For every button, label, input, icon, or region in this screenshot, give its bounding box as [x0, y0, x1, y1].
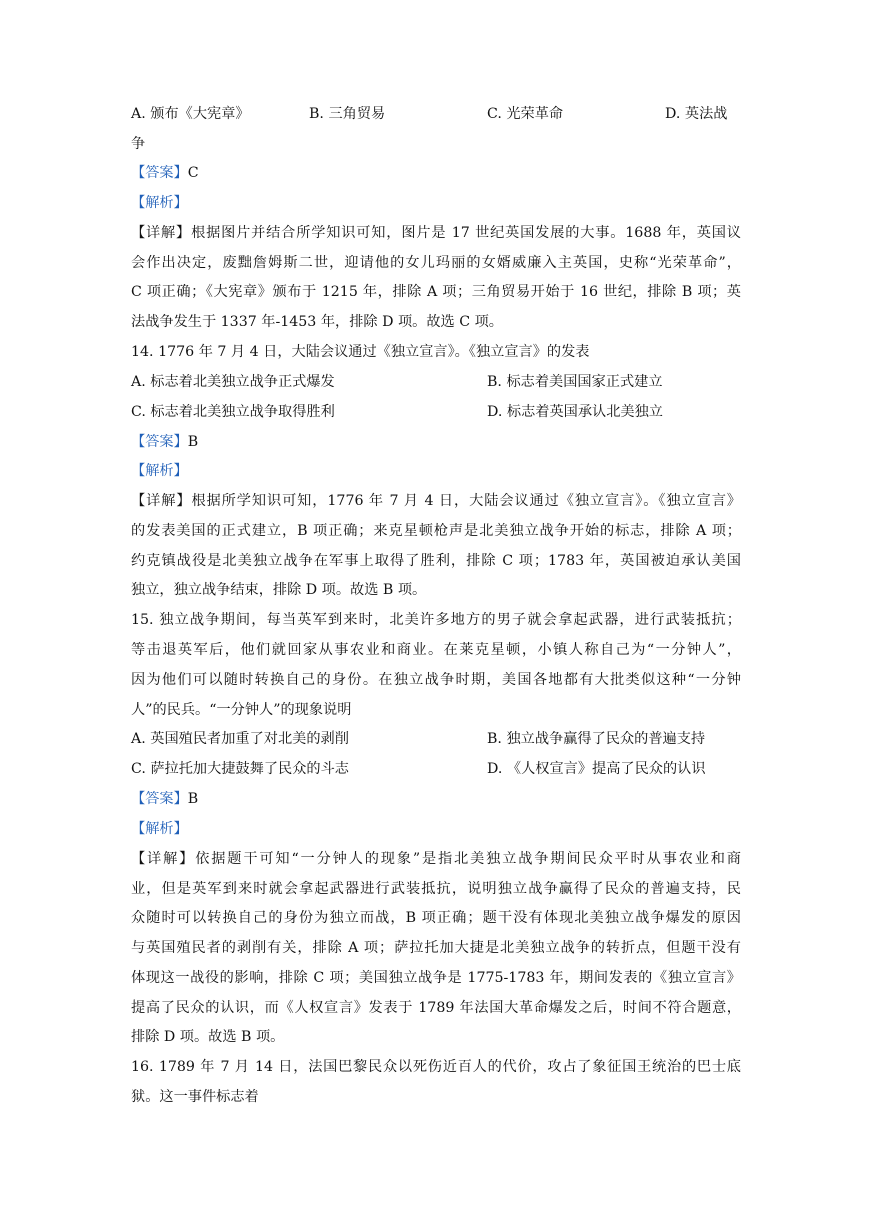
q14-detail-line: 约克镇战役是北美独立战争在军事上取得了胜利，排除 C 项；1783 年，英国被迫承认美国 — [131, 553, 741, 569]
answer-label: 【答案】 — [131, 434, 188, 450]
q13-option-d-continued: 争 — [131, 136, 146, 152]
q15-detail-line: 众随时可以转换自己的身份为独立而战，B 项正确；题干没有体现北美独立战争爆发的原因 — [131, 910, 741, 926]
q15-stem-line: 人”的民兵。“一分钟人”的现象说明 — [131, 702, 352, 718]
q14-detail-line: 的发表美国的正式建立，B 项正确；来克星顿枪声是北美独立战争开始的标志，排除 A 项； — [131, 523, 741, 539]
q14-option-d: D. 标志着英国承认北美独立 — [487, 404, 663, 420]
answer-value: B — [187, 791, 199, 807]
q13-option-a: A. 颁布《大宪章》 — [131, 106, 250, 122]
q15-detail-line: 【详解】依据题干可知“一分钟人的现象”是指北美独立战争期间民众平时从事农业和商 — [131, 851, 741, 867]
q14-option-b: B. 标志着美国国家正式建立 — [487, 374, 663, 390]
q15-stem-line: 15. 独立战争期间，每当英军到来时，北美许多地方的男子就会拿起武器，进行武装抵抗； — [131, 612, 741, 628]
detail-label: 【详解】 — [131, 851, 196, 867]
q14-option-c: C. 标志着北美独立战争取得胜利 — [131, 404, 335, 420]
q13-analysis-label: 【解析】 — [131, 195, 188, 211]
q15-option-b: B. 独立战争赢得了民众的普遍支持 — [487, 731, 706, 747]
q13-detail-line: C 项正确；《大宪章》颁布于 1215 年，排除 A 项；三角贸易开始于 16 世纪，排除 B 项；英 — [131, 284, 741, 300]
q15-option-d: D. 《人权宣言》提高了民众的认识 — [487, 761, 706, 777]
q15-stem-line: 因为他们可以随时转换自己的身份。在独立战争时期，美国各地都有大批类似这种“一分钟 — [131, 672, 741, 688]
answer-label: 【答案】 — [131, 165, 188, 181]
q15-detail-line: 业，但是英军到来时就会拿起武器进行武装抵抗，说明独立战争赢得了民众的普遍支持，民 — [131, 881, 741, 897]
q14-stem: 14. 1776 年 7 月 4 日，大陆会议通过《独立宣言》。《独立宣言》的发表 — [131, 344, 590, 360]
q15-option-a: A. 英国殖民者加重了对北美的剥削 — [131, 731, 349, 747]
q13-answer — [131, 163, 199, 183]
answer-label: 【答案】 — [131, 791, 188, 807]
q15-detail-line: 与英国殖民者的剥削有关，排除 A 项；萨拉托加大捷是北美独立战争的转折点，但题干没有 — [131, 940, 741, 956]
q13-option-b: B. 三角贸易 — [309, 106, 386, 122]
q14-detail-line: 独立，独立战争结束，排除 D 项。故选 B 项。 — [131, 582, 427, 598]
q13-option-c: C. 光荣革命 — [487, 106, 564, 122]
q16-stem-line: 16. 1789 年 7 月 14 日，法国巴黎民众以死伤近百人的代价，攻占了象征国王统治的巴士底 — [131, 1059, 741, 1075]
q15-detail-line: 提高了民众的认识，而《人权宣言》发表于 1789 年法国大革命爆发之后，时间不符合题意， — [131, 1000, 741, 1016]
q14-detail-line: 【详解】根据所学知识可知，1776 年 7 月 4 日，大陆会议通过《独立宣言》。《独立宣言》 — [131, 493, 741, 509]
q13-detail-line: 【详解】根据图片并结合所学知识可知，图片是 17 世纪英国发展的大事。1688 年，英国议 — [131, 225, 741, 241]
answer-value: C — [187, 165, 199, 181]
q15-analysis-label: 【解析】 — [131, 821, 188, 837]
q14-answer — [131, 432, 198, 452]
q14-option-a: A. 标志着北美独立战争正式爆发 — [131, 374, 335, 390]
q13-detail-line: 法战争发生于 1337 年-1453 年，排除 D 项。故选 C 项。 — [131, 314, 503, 330]
answer-value: B — [187, 434, 199, 450]
q13-option-d: D. 英法战 — [665, 106, 728, 122]
q15-option-c: C. 萨拉托加大捷鼓舞了民众的斗志 — [131, 761, 349, 777]
q16-stem-line: 狱。这一事件标志着 — [131, 1089, 259, 1105]
q15-stem-line: 等击退英军后，他们就回家从事农业和商业。在莱克星顿，小镇人称自己为“一分钟人”， — [131, 642, 741, 658]
q15-detail-line: 体现这一战役的影响，排除 C 项；美国独立战争是 1775-1783 年，期间发表的《独立宣言》 — [131, 970, 741, 986]
q14-analysis-label: 【解析】 — [131, 463, 188, 479]
detail-label: 【详解】 — [131, 225, 192, 241]
q15-answer — [131, 789, 198, 809]
q15-detail-line: 排除 D 项。故选 B 项。 — [131, 1029, 285, 1045]
q13-detail-line: 会作出决定，废黜詹姆斯二世，迎请他的女儿玛丽的女婿威廉入主英国，史称“光荣革命”， — [131, 255, 741, 271]
detail-label: 【详解】 — [131, 493, 192, 509]
